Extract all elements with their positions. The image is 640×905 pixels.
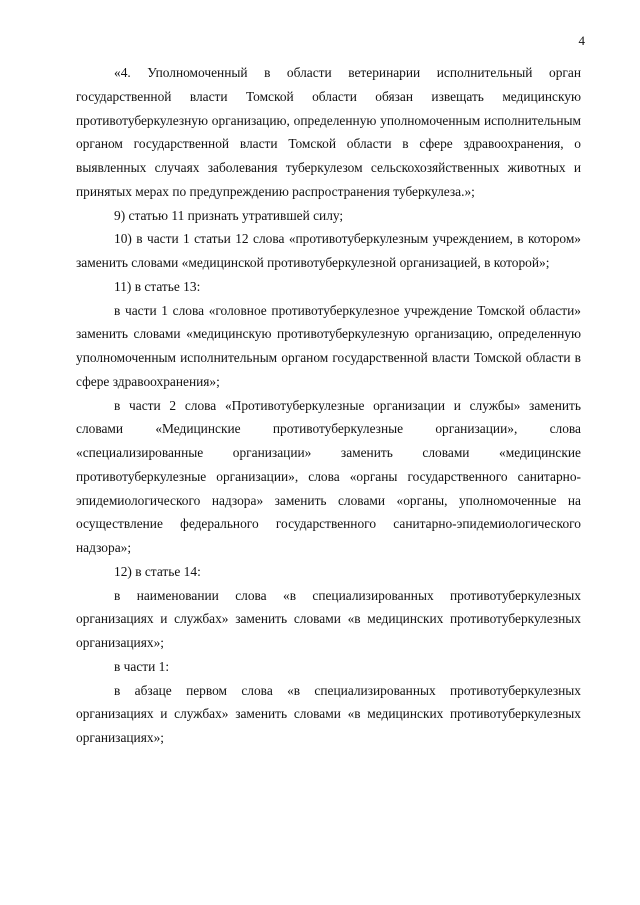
paragraph-item-9: 9) статью 11 признать утратившей силу; (114, 207, 344, 223)
paragraph-article-14-part-1-first-abzats: в абзаце первом слова «в специализированных противотуберкулезных организациях и службах» заменить словами «в медицинских противотуберкулезных организациях»; (76, 682, 581, 745)
paragraph-item-11: 11) в статье 13: (114, 278, 201, 294)
paragraph-article-14-title: в наименовании слова «в специализированных противотуберкулезных организациях и службах» заменить словами «в медицинских противотуберкулезных организациях»; (76, 587, 581, 650)
document-body (76, 61, 581, 750)
paragraph-amendment-part-4: «4. Уполномоченный в области ветеринарии исполнительный орган государственной власти Томской области обязан извещать медицинскую противотуберкулезную организацию, определенную уполномоченным исполнительным органом государственной власти Томской области в сфере здравоохранения, о выявленных случаях заболевания туберкулезом сельскохозяйственных животных и принятых мерах по предупреждению распространения туберкулеза.»; (76, 65, 581, 199)
paragraph-article-14-part-1: в части 1: (114, 658, 170, 674)
page-number: 4 (578, 33, 585, 48)
paragraph-article-13-part-1: в части 1 слова «головное противотуберкулезное учреждение Томской области» заменить словами «медицинскую противотуберкулезную организацию, определенную уполномоченным исполнительным органом государственной власти Томской области в сфере здравоохранения»; (76, 302, 581, 389)
paragraph-item-10: 10) в части 1 статьи 12 слова «противотуберкулезным учреждением, в котором» заменить словами «медицинской противотуберкулезной организацией, в которой»; (76, 231, 581, 270)
paragraph-article-13-part-2: в части 2 слова «Противотуберкулезные организации и службы» заменить словами «Медицинские противотуберкулезные организации», слова «специализированные организации» заменить словами «медицинские противотуберкулезные организации», слова «органы государственного санитарно-эпидемиологического надзора» заменить словами «органы, уполномоченные на осуществление федерального государственного санитарно-эпидемиологического надзора»; (76, 397, 581, 555)
paragraph-item-12: 12) в статье 14: (114, 563, 201, 579)
